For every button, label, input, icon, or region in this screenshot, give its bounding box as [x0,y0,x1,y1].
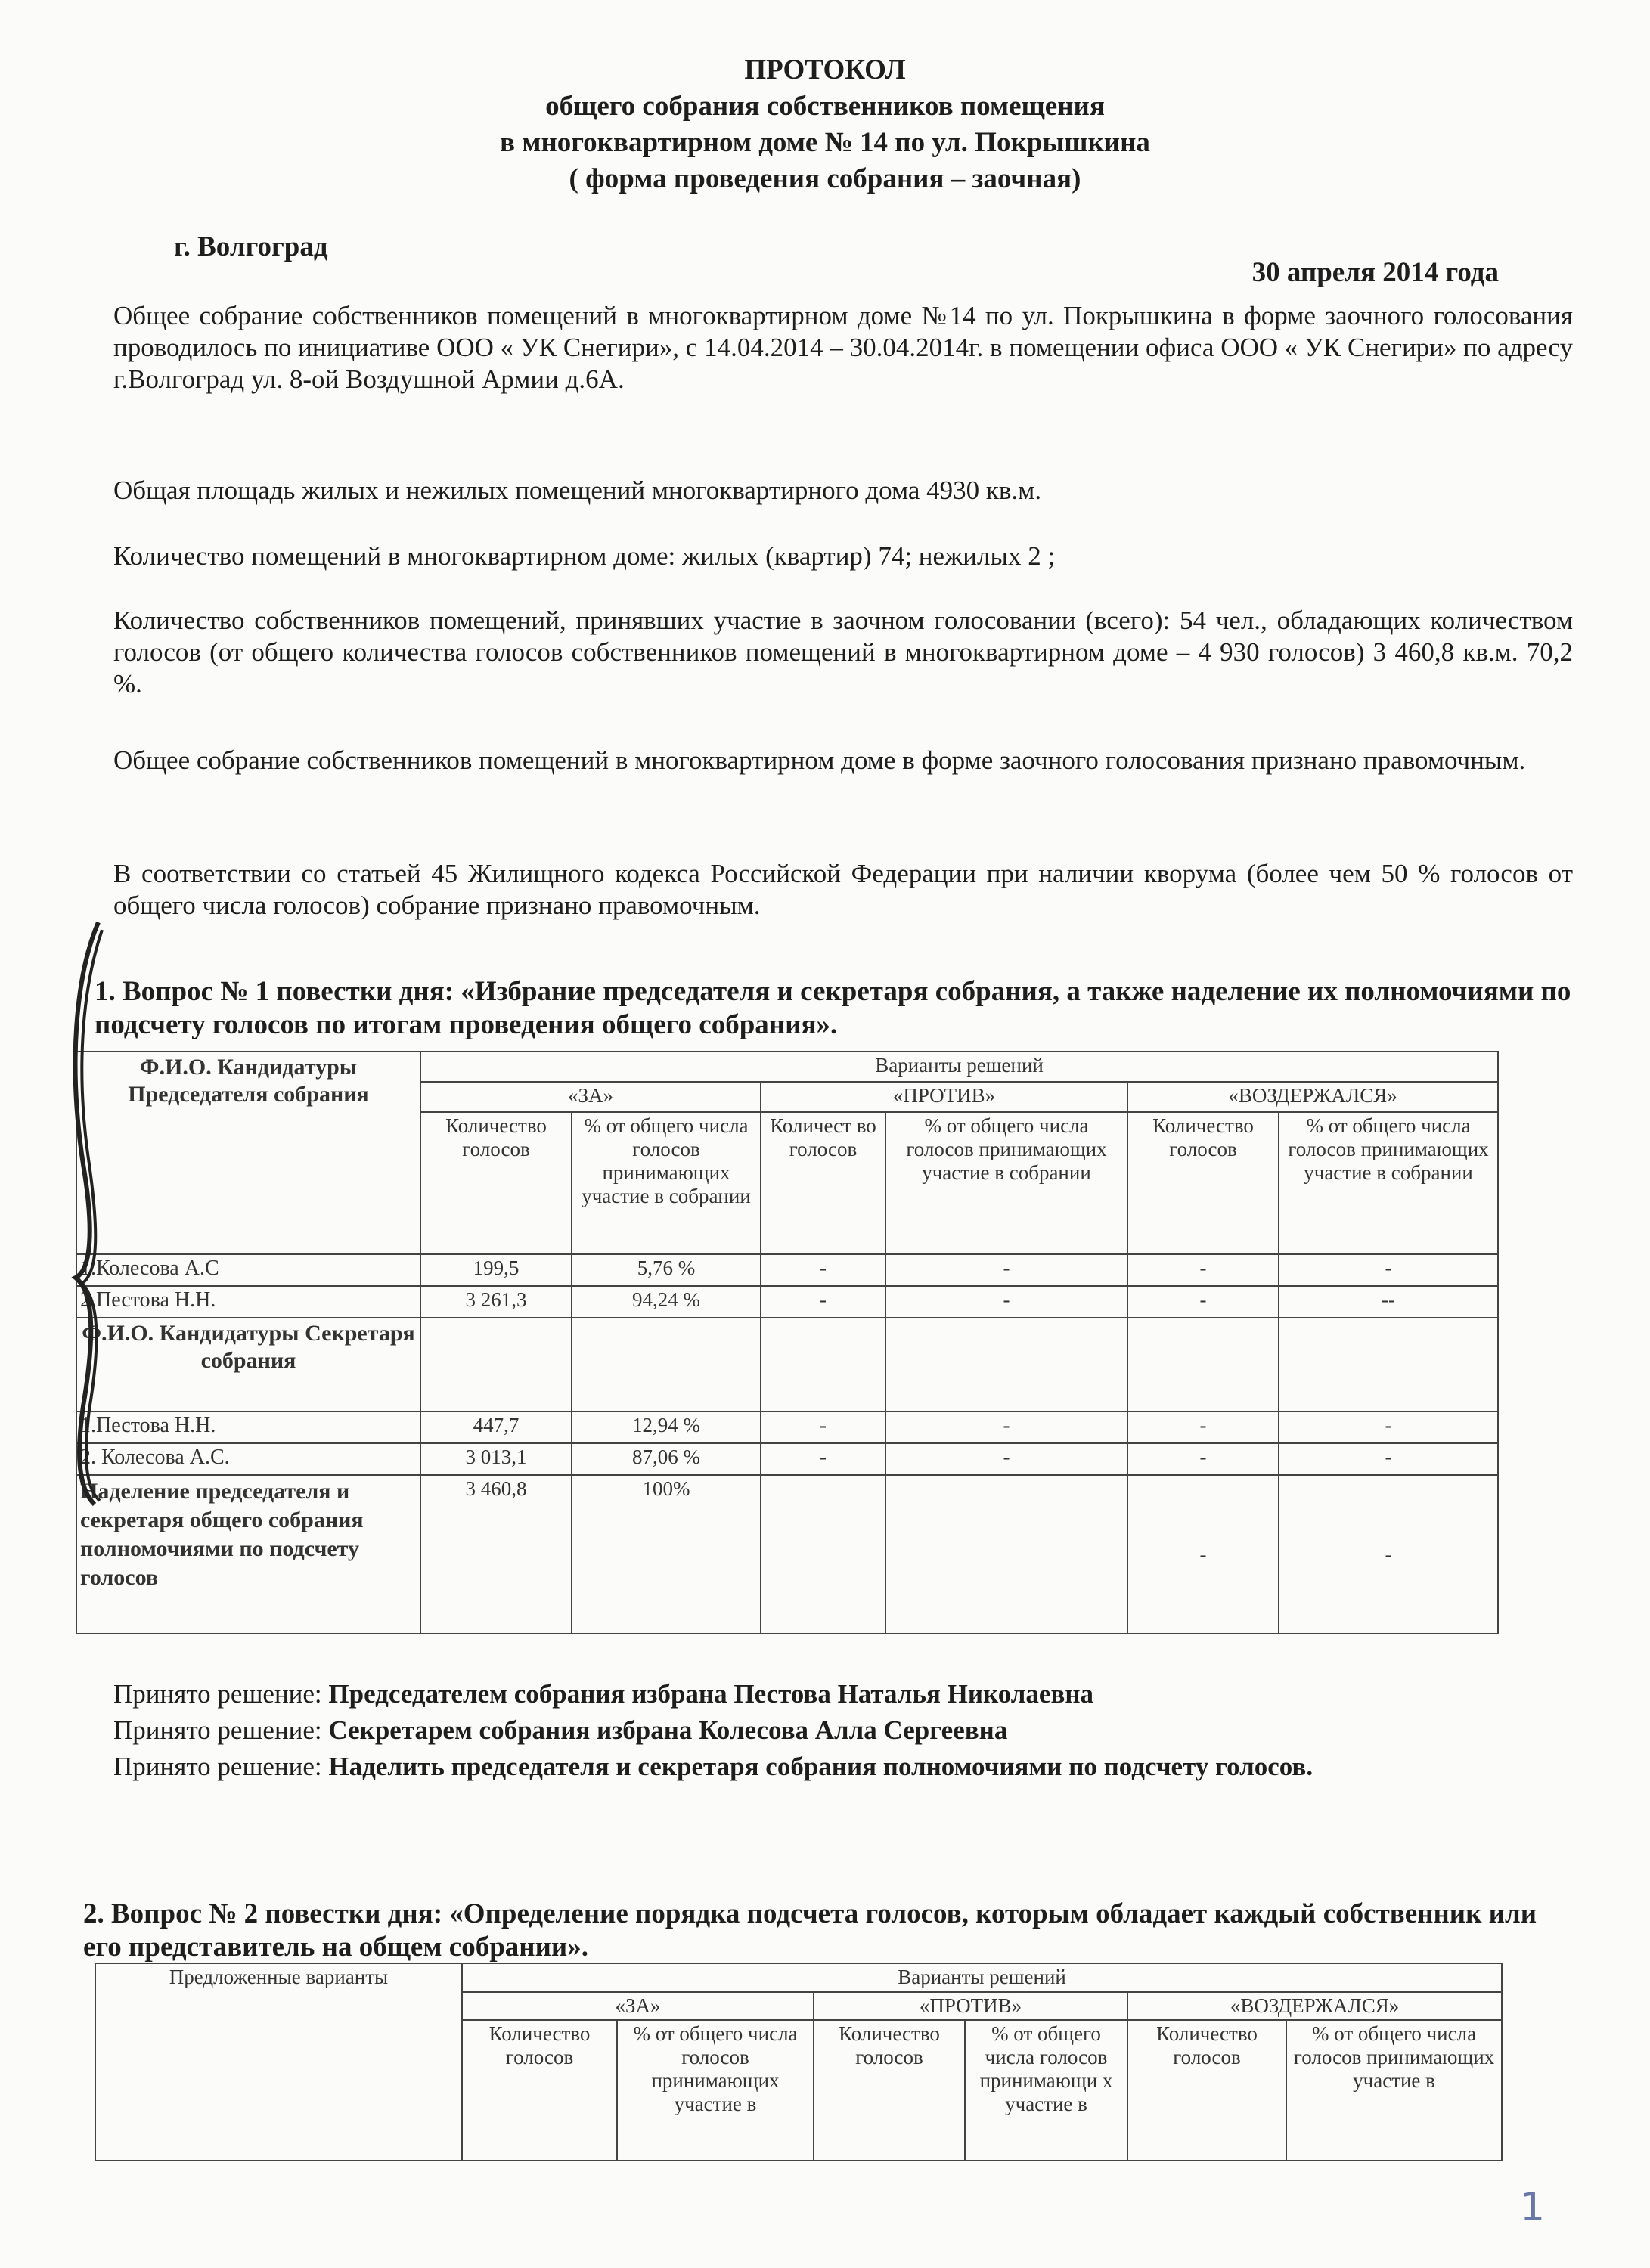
decision-2 [113,1715,1573,1746]
za-count: 447,7 [420,1411,572,1443]
table-row [76,1443,1498,1475]
protiv-count: - [761,1286,885,1318]
variants-header: Варианты решений [462,1963,1502,1992]
za-pct-label: % от общего числа голосов принимающих участие в [617,2020,814,2161]
vozd-pct: - [1279,1443,1498,1475]
fio-secretary-header: Ф.И.О. Кандидатуры Секретаря собрания [76,1318,420,1411]
decision-3 [113,1751,1573,1783]
vozd-header: «ВОЗДЕРЖАЛСЯ» [1127,1992,1502,2020]
table-row [76,1286,1498,1318]
paragraph-quorum: Общее собрание собственников помещений в многоквартирном доме в форме заочного голосования признано правомочным. [113,745,1526,775]
protocol-title: ПРОТОКОЛ [744,54,906,85]
za-count: 199,5 [420,1254,572,1286]
protocol-subtitle-2: в многоквартирном доме № 14 по ул. Покрышкина [500,127,1150,158]
protiv-pct: - [885,1254,1127,1286]
question-2-heading: 2. Вопрос № 2 повестки дня: «Определение порядка подсчета голосов, которым обладает каждый собственник или его представитель на общем собрании». [83,1898,1537,1963]
question-1-heading: 1. Вопрос № 1 повестки дня: «Избрание председателя и секретаря собрания, а также наделение их полномочиями по подсчету голосов по итогам проведения общего собрания». [95,976,1571,1040]
table-row [76,1475,1498,1634]
candidate-name: 2. Колесова А.С. [76,1443,420,1475]
question-1-table [76,1051,1499,1634]
page-number: 1 [1520,2185,1546,2230]
vozd-count: - [1127,1254,1279,1286]
question-2-table [95,1963,1503,2161]
protiv-count: - [761,1443,885,1475]
protiv-pct-label: % от общего числа голосов принимающи х участие в [965,2020,1127,2161]
vozd-count-label: Количество голосов [1127,1112,1279,1254]
protiv-pct: - [885,1286,1127,1318]
paragraph-article-45: В соответствии со статьей 45 Жилищного кодекса Российской Федерации при наличии кворума (более чем 50 % голосов от общего числа голосов) собрание признано правомочным. [113,859,1573,920]
candidate-name: 2.Пестова Н.Н. [76,1286,420,1318]
vozd-count: - [1127,1286,1279,1318]
table-row [76,1411,1498,1443]
za-count: 3 261,3 [420,1286,572,1318]
vozd-count: - [1127,1411,1279,1443]
za-count: 3 013,1 [420,1443,572,1475]
decision-prefix: Принято решение: [113,1679,329,1709]
protiv-count: - [761,1411,885,1443]
vozd-pct: - [1279,1254,1498,1286]
decision-prefix: Принято решение: [113,1715,329,1745]
paragraph-area: Общая площадь жилых и нежилых помещений многоквартирного дома 4930 кв.м. [113,476,1042,505]
decision-1 [113,1678,1573,1710]
decision-text: Председателем собрания избрана Пестова Наталья Николаевна [328,1679,1094,1709]
za-count: 3 460,8 [420,1475,572,1634]
paragraph-participants: Количество собственников помещений, принявших участие в заочном голосовании (всего): 54 чел., обладающих количеством голосов (от общего количества голосов собственников помещений в многоквартирном доме – 4 930 голосов) 3 460,8 кв.м. 70,2 %. [113,606,1573,699]
za-pct-label: % от общего числа голосов принимающих участие в собрании [572,1112,761,1254]
za-header: «ЗА» [420,1082,761,1112]
za-pct: 94,24 % [572,1286,761,1318]
paragraph-initiative: Общее собрание собственников помещений в многоквартирном доме №14 по ул. Покрышкина в форме заочного голосования проводилось по инициативе ООО « УК Снегири», с 14.04.2014 – 30.04.2014г. в помещении офиса ООО « УК Снегири» по адресу г.Волгоград ул. 8-ой Воздушной Армии д.6А. [113,301,1573,394]
protiv-pct-label: % от общего числа голосов принимающих участие в собрании [885,1112,1127,1254]
handwritten-bracket-mark [53,915,129,1512]
table-row [76,1254,1498,1286]
vozd-pct-label: % от общего числа голосов принимающих участие в собрании [1279,1112,1498,1254]
proposed-variants-header: Предложенные варианты [95,1963,462,2161]
city: г. Волгоград [174,231,328,262]
powers-label: Наделение председателя и секретаря общего собрания полномочиями по подсчету голосов [76,1475,420,1634]
paragraph-rooms: Количество помещений в многоквартирном доме: жилых (квартир) 74; нежилых 2 ; [113,541,1056,571]
protiv-pct: - [885,1443,1127,1475]
za-pct: 87,06 % [572,1443,761,1475]
vozd-count: - [1127,1443,1279,1475]
vozd-pct-label: % от общего числа голосов принимающих участие в [1286,2020,1502,2161]
protocol-date: 30 апреля 2014 года [1251,257,1499,288]
vozd-count: - [1127,1475,1279,1634]
vozd-header: «ВОЗДЕРЖАЛСЯ» [1127,1082,1498,1112]
za-count-label: Количество голосов [462,2020,617,2161]
vozd-pct: - [1279,1411,1498,1443]
decision-text: Наделить председателя и секретаря собрания полномочиями по подсчету голосов. [328,1752,1313,1781]
vozd-pct: -- [1279,1286,1498,1318]
decision-text: Секретарем собрания избрана Колесова Алла Сергеевна [328,1715,1008,1745]
za-pct: 12,94 % [572,1411,761,1443]
candidate-name: 1.Пестова Н.Н. [76,1411,420,1443]
protocol-subtitle-3: ( форма проведения собрания – заочная) [569,163,1081,194]
decision-prefix: Принято решение: [113,1752,329,1781]
vozd-pct: - [1279,1475,1498,1634]
za-pct: 5,76 % [572,1254,761,1286]
protiv-count-label: Количество голосов [814,2020,965,2161]
candidate-name: 1.Колесова А.С [76,1254,420,1286]
protiv-count: - [761,1254,885,1286]
za-pct: 100% [572,1475,761,1634]
za-header: «ЗА» [462,1992,814,2020]
protiv-header: «ПРОТИВ» [761,1082,1127,1112]
protiv-count-label: Количест во голосов [761,1112,885,1254]
variants-header: Варианты решений [420,1052,1498,1082]
fio-chair-header: Ф.И.О. Кандидатуры Председателя собрания [76,1052,420,1254]
protocol-subtitle-1: общего собрания собственников помещения [545,91,1105,122]
protiv-pct: - [885,1411,1127,1443]
za-count-label: Количество голосов [420,1112,572,1254]
vozd-count-label: Количество голосов [1127,2020,1286,2161]
protiv-header: «ПРОТИВ» [814,1992,1127,2020]
